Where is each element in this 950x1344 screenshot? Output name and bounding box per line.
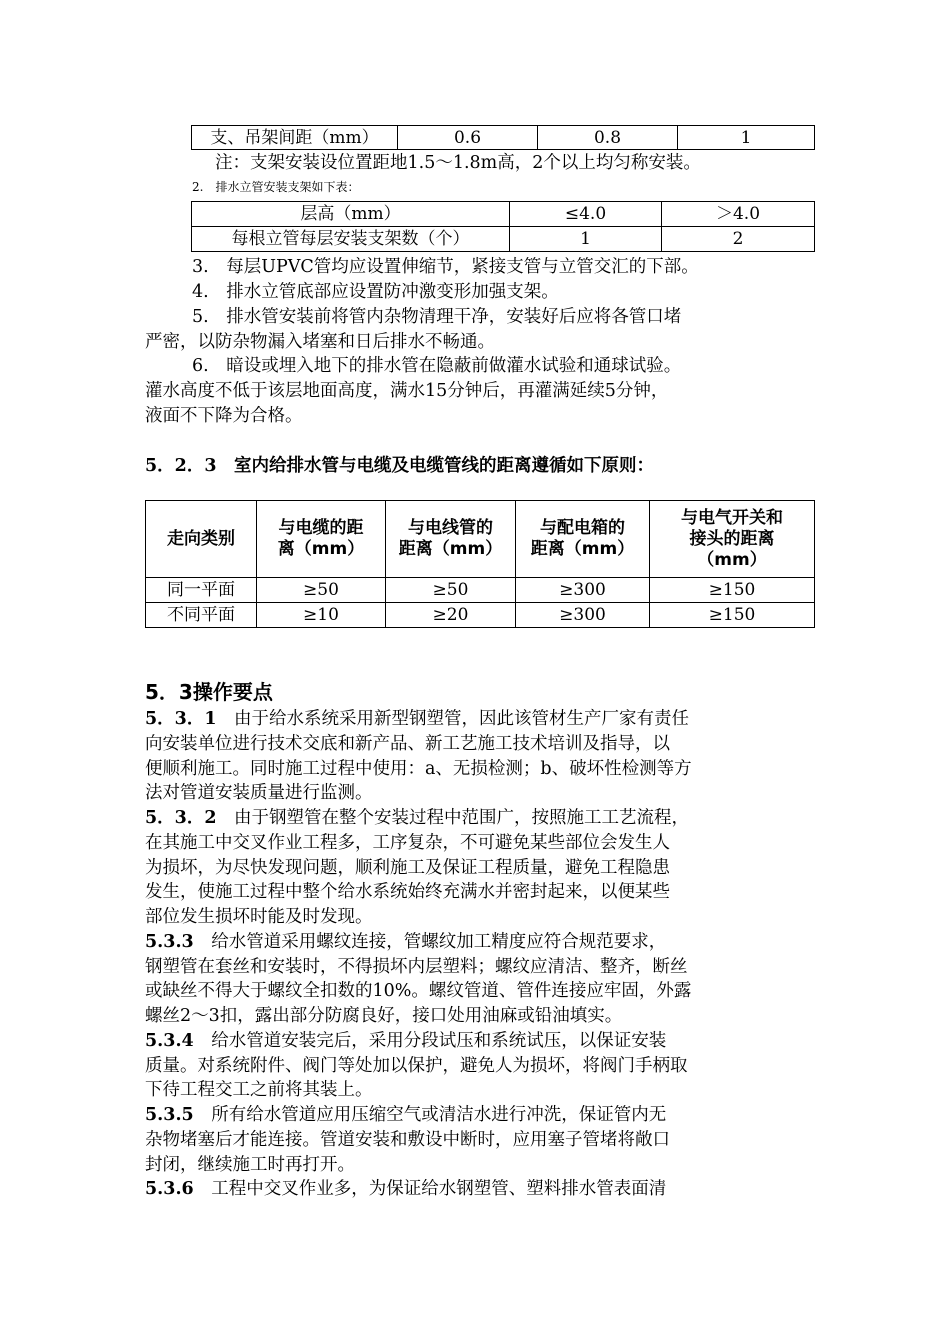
- table-cell: ≥50: [257, 578, 386, 603]
- riser-row-label: 每根立管每层安装支架数（个）: [192, 227, 510, 252]
- distance-header-cell: [650, 501, 815, 578]
- paragraph-line: 杂物堵塞后才能连接。管道安装和敷设中断时，应用塞子管堵将敞口: [145, 1130, 670, 1150]
- paragraph-line: 在其施工中交叉作业工程多，工序复杂，不可避免某些部位会发生人: [145, 833, 670, 853]
- riser-header-cell: ≤4.0: [510, 202, 662, 227]
- clause-number: 5．3．1: [145, 709, 217, 729]
- support-label-cell: 支、吊架间距（mm）: [192, 126, 398, 150]
- riser-row-value: 2: [662, 227, 815, 252]
- item-line: 严密，以防杂物漏入堵塞和日后排水不畅通。: [145, 332, 495, 352]
- support-value-cell: 0.8: [538, 126, 678, 150]
- table-cell: ≥50: [386, 578, 516, 603]
- section-53-heading: 5．3操作要点: [145, 680, 273, 704]
- table-cell: ≥300: [516, 603, 650, 628]
- item-line: 5. 排水管安装前将管内杂物清理干净，安装好后应将各管口堵: [192, 307, 682, 327]
- table-cell: ≥10: [257, 603, 386, 628]
- header-line: 与电气开关和: [681, 507, 783, 528]
- clause-number: 5.3.5: [145, 1105, 194, 1125]
- clause-text: 给水管道安装完后，采用分段试压和系统试压，以保证安装: [193, 1031, 667, 1051]
- support-value-cell: 1: [678, 126, 815, 150]
- table-cell: ≥300: [516, 578, 650, 603]
- distance-header-cell: [257, 501, 386, 578]
- paragraph-line: 封闭，继续施工时再打开。: [145, 1155, 355, 1175]
- distance-header-cell: [146, 501, 257, 578]
- table-cell: ≥150: [650, 603, 815, 628]
- paragraph-line: 螺丝2～3扣，露出部分防腐良好，接口处用油麻或铅油填实。: [145, 1006, 623, 1026]
- item-line: 液面不下降为合格。: [145, 406, 303, 426]
- riser-header-cell: ＞4.0: [662, 202, 815, 227]
- header-line: 走向类别: [167, 528, 235, 549]
- paragraph-line: [145, 1103, 666, 1127]
- section-523-heading: 5．2．3 室内给排水管与电缆及电缆管线的距离遵循如下原则：: [145, 456, 655, 476]
- item-line: 4. 排水立管底部应设置防冲激变形加强支架。: [192, 282, 559, 302]
- paragraph-line: 为损坏，为尽快发现问题，顺利施工及保证工程质量，避免工程隐患: [145, 858, 670, 878]
- table-cell: ≥150: [650, 578, 815, 603]
- header-line: 与配电箱的: [540, 518, 625, 538]
- paragraph-line: [145, 707, 689, 731]
- header-line: 与电缆的距: [278, 518, 364, 538]
- distance-header-cell: [386, 501, 516, 578]
- clause-number: 5.3.4: [145, 1031, 194, 1051]
- paragraph-line: 便顺利施工。同时施工过程中使用：a、无损检测；b、破坏性检测等方: [145, 759, 692, 779]
- paragraph-line: [145, 806, 689, 830]
- header-line: 与电线管的: [408, 518, 493, 538]
- support-spacing-table: [191, 125, 815, 150]
- paragraph-line: 部位发生损坏时能及时发现。: [145, 907, 373, 927]
- clause-text: 由于给水系统采用新型钢塑管，因此该管材生产厂家有责任: [216, 709, 690, 729]
- item-line: 3. 每层UPVC管均应设置伸缩节，紧接支管与立管交汇的下部。: [192, 257, 699, 277]
- table-cell: 不同平面: [146, 603, 257, 628]
- table-row: [146, 578, 815, 603]
- table-cell: ≥20: [386, 603, 516, 628]
- clause-text: 给水管道采用螺纹连接，管螺纹加工精度应符合规范要求，: [193, 932, 667, 952]
- riser-header-cell: 层高（mm）: [192, 202, 510, 227]
- paragraph-line: [145, 1177, 666, 1201]
- paragraph-line: 钢塑管在套丝和安装时，不得损坏内层塑料；螺纹应清洁、整齐，断丝: [145, 957, 688, 977]
- support-value-cell: 0.6: [398, 126, 538, 150]
- header-line: 距离（mm）: [398, 539, 503, 559]
- distance-table: [145, 500, 815, 628]
- item-line: 灌水高度不低于该层地面高度，满水15分钟后，再灌满延续5分钟，: [145, 381, 669, 401]
- table-row: [146, 603, 815, 628]
- header-line: 距离（mm）: [530, 539, 635, 559]
- riser-support-table: [191, 201, 815, 252]
- item-line: 6. 暗设或埋入地下的排水管在隐蔽前做灌水试验和通球试验。: [192, 356, 682, 376]
- header-line: 离（mm）: [277, 539, 365, 559]
- paragraph-line: 或缺丝不得大于螺纹全扣数的10%。螺纹管道、管件连接应牢固，外露: [145, 981, 692, 1001]
- header-line: （mm）: [697, 549, 767, 570]
- paragraph-line: 发生，使施工过程中整个给水系统始终充满水并密封起来，以便某些: [145, 882, 670, 902]
- clause-number: 5．3．2: [145, 808, 217, 828]
- support-note: 注：支架安装设位置距地1.5～1.8m高，2个以上均匀称安装。: [215, 153, 701, 173]
- table-cell: 同一平面: [146, 578, 257, 603]
- distance-header-cell: [516, 501, 650, 578]
- paragraph-line: 法对管道安装质量进行监测。: [145, 783, 373, 803]
- paragraph-line: [145, 930, 666, 954]
- clause-number: 5.3.6: [145, 1179, 194, 1199]
- paragraph-line: 质量。对系统附件、阀门等处加以保护，避免人为损坏，将阀门手柄取: [145, 1056, 688, 1076]
- clause-text: 所有给水管道应用压缩空气或清洁水进行冲洗，保证管内无: [193, 1105, 667, 1125]
- paragraph-line: [145, 1029, 666, 1053]
- clause-number: 5.3.3: [145, 932, 194, 952]
- clause-text: 工程中交叉作业多，为保证给水钢塑管、塑料排水管表面清: [193, 1179, 667, 1199]
- riser-row-value: 1: [510, 227, 662, 252]
- paragraph-line: 下待工程交工之前将其装上。: [145, 1080, 373, 1100]
- clause-text: 由于钢塑管在整个安装过程中范围广，按照施工工艺流程，: [216, 808, 690, 828]
- header-line: 接头的距离: [689, 528, 775, 549]
- paragraph-line: 向安装单位进行技术交底和新产品、新工艺施工技术培训及指导，以: [145, 734, 670, 754]
- item2-title: 2. 排水立管安装支架如下表：: [192, 180, 360, 194]
